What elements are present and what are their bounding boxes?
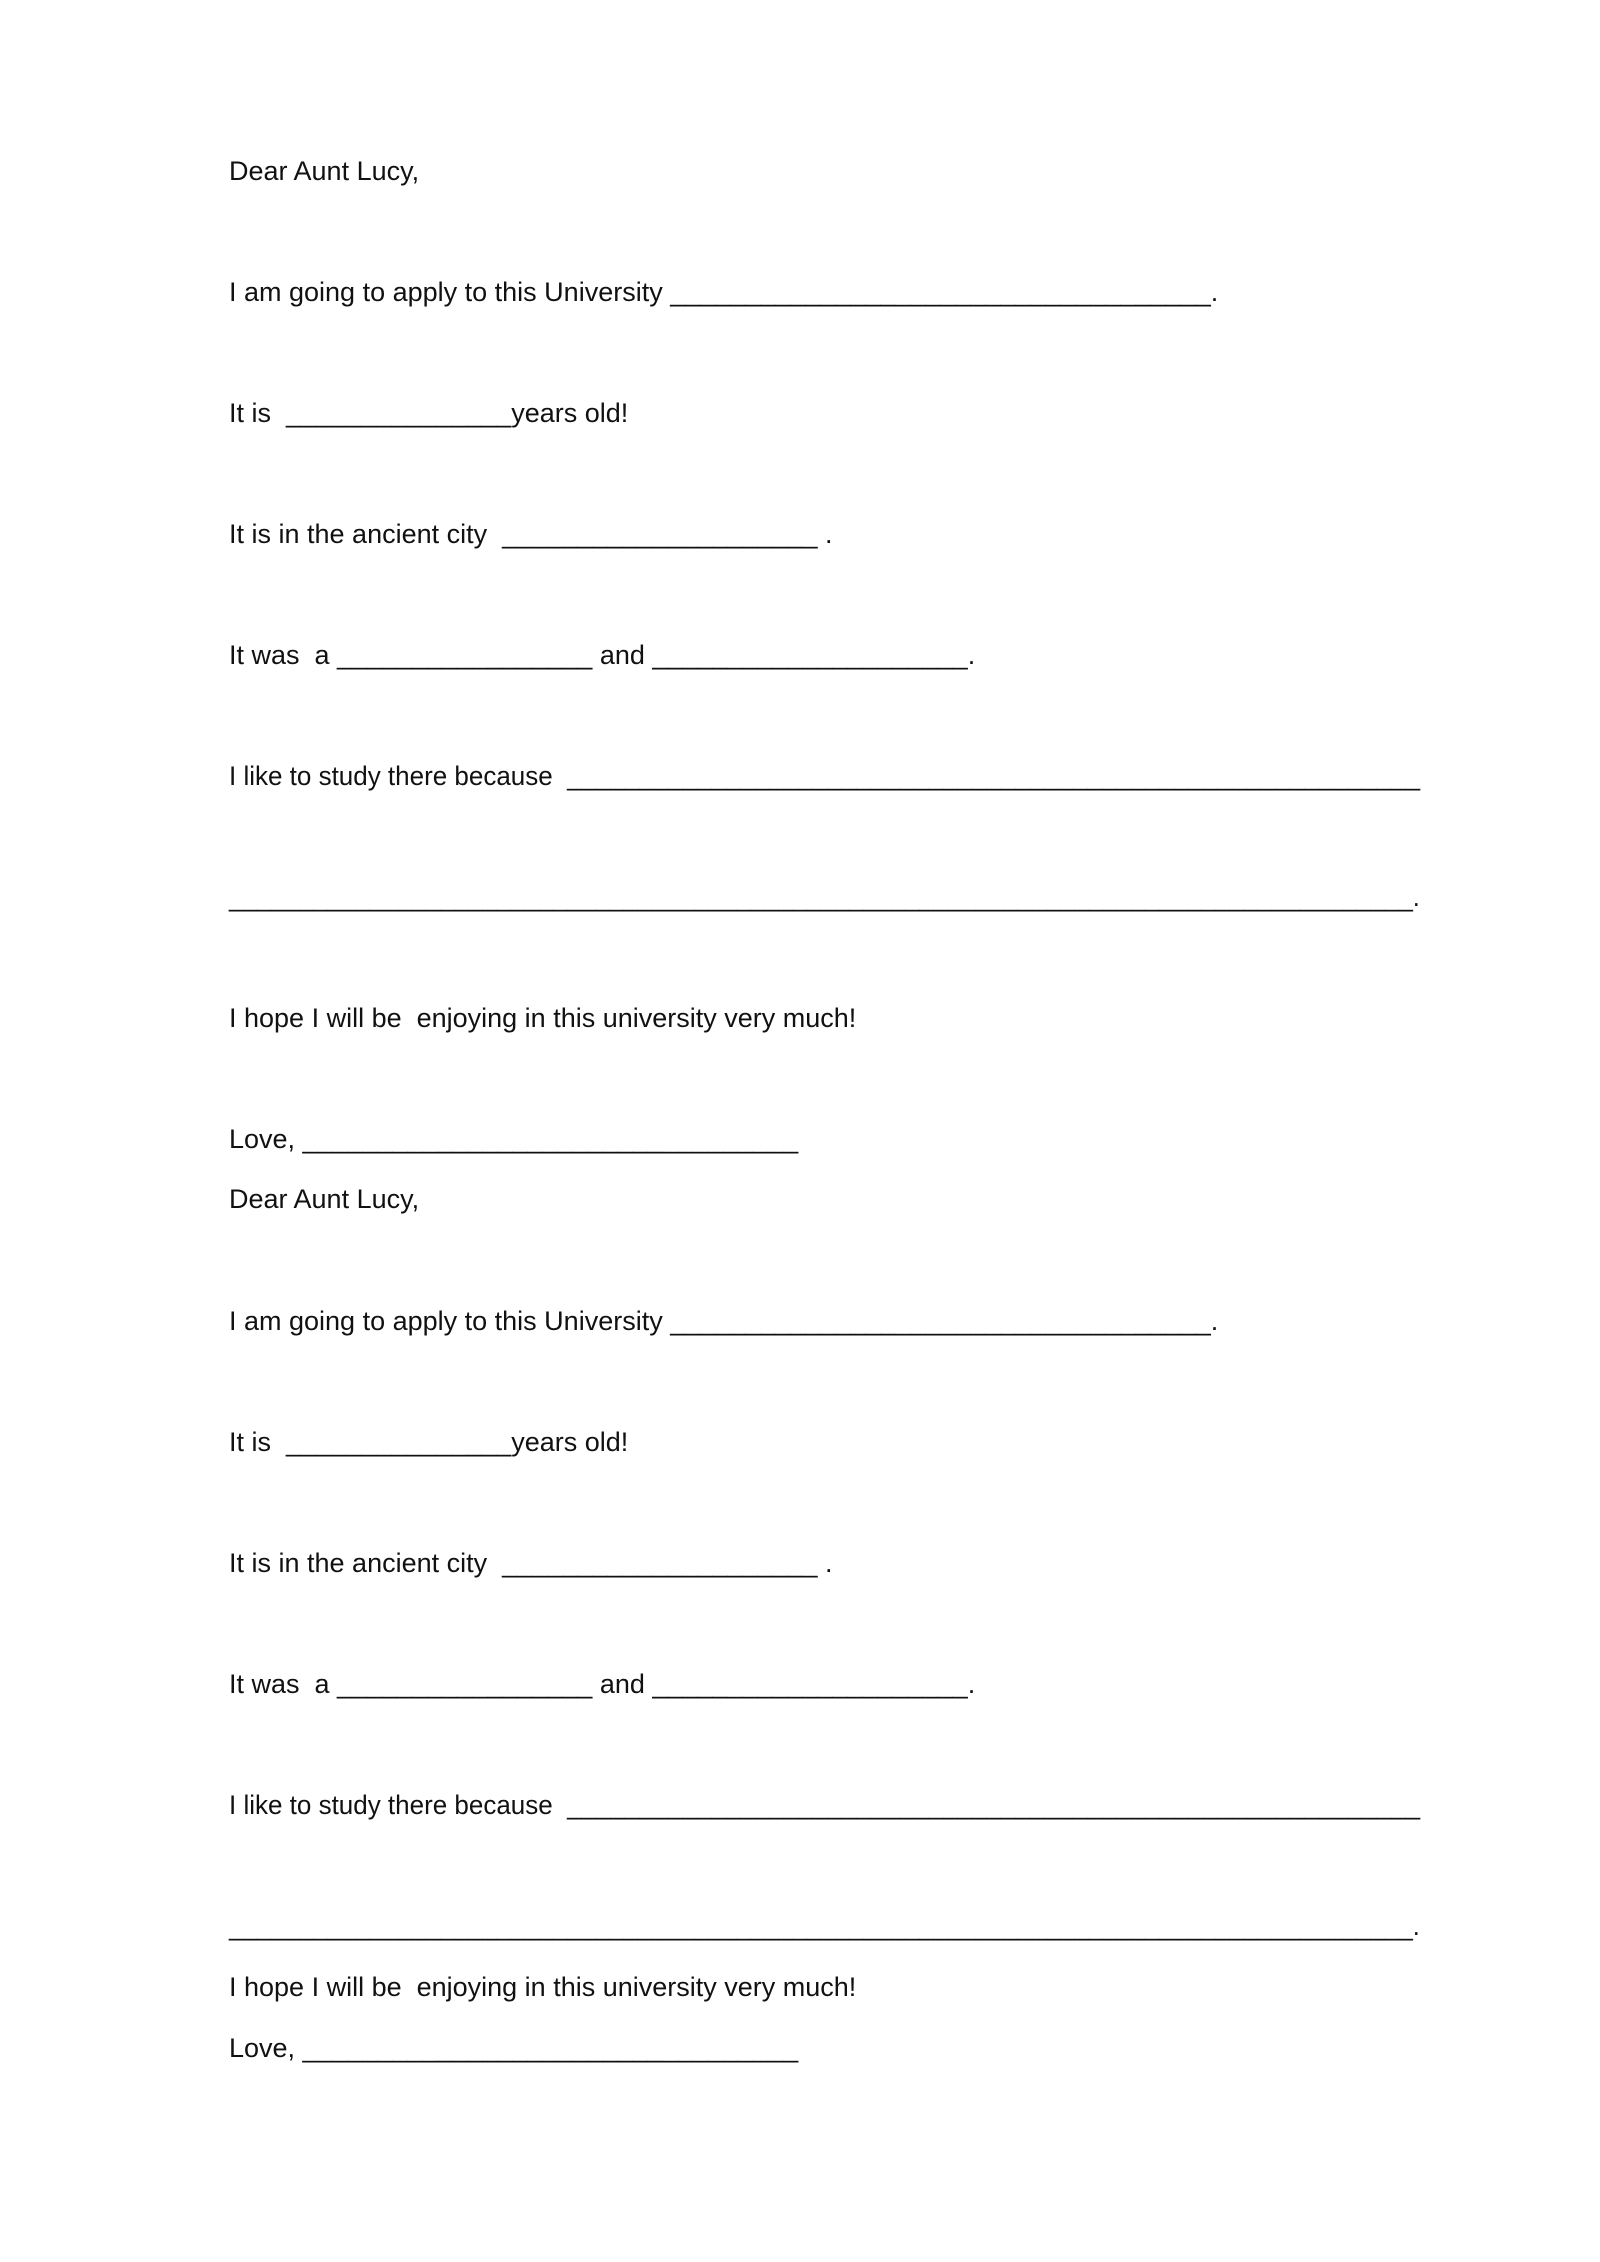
letter-1-because-continuation: ____________________________________________________________________________________.: [229, 882, 1420, 912]
letter-2-apply-line: I am going to apply to this University ____________________________________.: [229, 1306, 1219, 1336]
letter-2-because-line: I like to study there because ___________________________________________________________: [229, 1790, 1421, 1820]
letter-2-city-line: It is in the ancient city _____________________ .: [229, 1548, 833, 1578]
letter-1-greeting: Dear Aunt Lucy,: [229, 156, 420, 186]
letter-1-age-line: It is _______________years old!: [229, 398, 629, 428]
letter-2-because-continuation: ____________________________________________________________________________________.: [229, 1911, 1420, 1941]
letter-2-hope-line: I hope I will be enjoying in this university very much!: [229, 1972, 857, 2002]
letter-1-city-line: It is in the ancient city _____________________ .: [229, 519, 833, 549]
letter-2-love-line: Love, _________________________________: [229, 2033, 799, 2063]
letter-1-apply-line: I am going to apply to this University ____________________________________.: [229, 277, 1219, 307]
letter-2-greeting: Dear Aunt Lucy,: [229, 1184, 420, 1214]
letter-1-was-line: It was a _________________ and _____________________.: [229, 640, 976, 670]
letter-2-age-line: It is _______________years old!: [229, 1427, 629, 1457]
letter-2-was-line: It was a _________________ and _____________________.: [229, 1669, 976, 1699]
letter-1-because-line: I like to study there because ___________________________________________________________: [229, 761, 1421, 791]
letter-1-hope-line: I hope I will be enjoying in this university very much!: [229, 1003, 857, 1033]
letter-1-love-line: Love, _________________________________: [229, 1124, 799, 1154]
